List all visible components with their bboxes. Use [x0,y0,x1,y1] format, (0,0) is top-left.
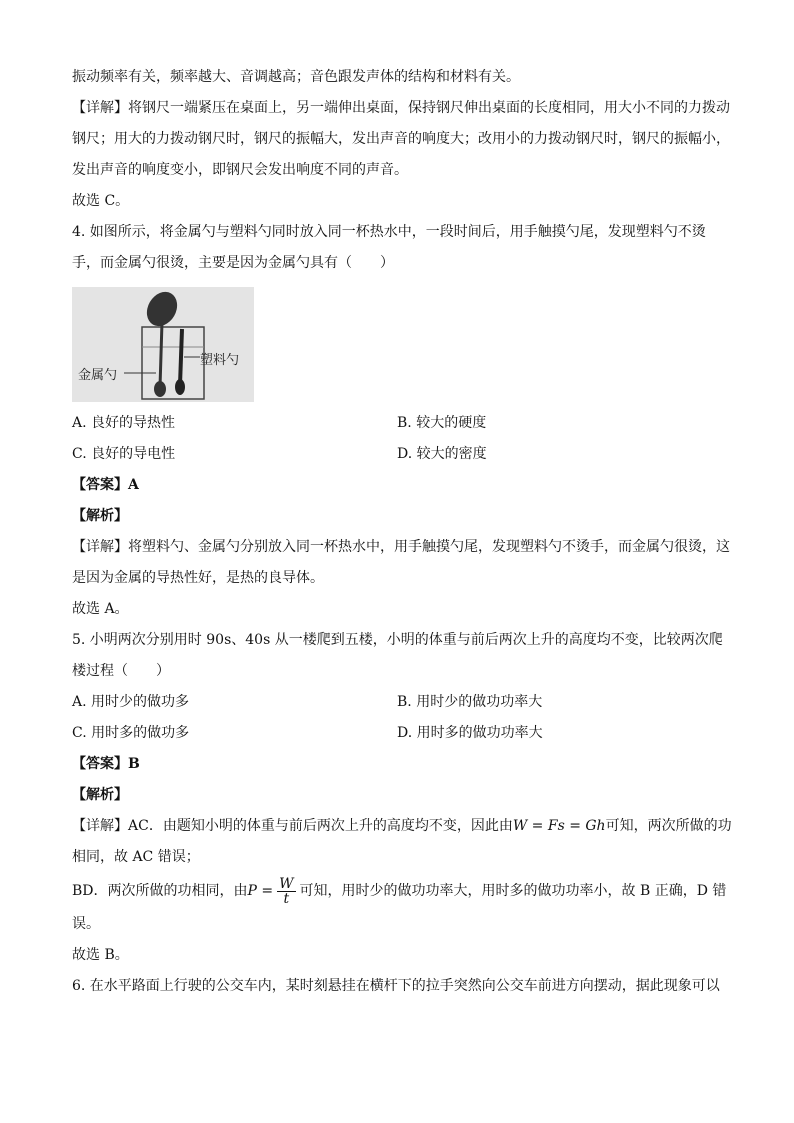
q5-analysis: 【解析】 [72,787,128,803]
q3-detail: 【详解】将钢尺一端紧压在桌面上，另一端伸出桌面，保持钢尺伸出桌面的长度相同，用大小不同的力拨动钢尺；用大的力拨动钢尺时，钢尺的振幅大，发出声音的响度大；改用小的力拨动钢尺时，钢尺的振幅小，发出声音的响度变小，即钢尺会发出响度不同的声音。 [72,100,730,178]
q5-detail-ac-pre: 【详解】AC．由题知小明的体重与前后两次上升的高度均不变，因此由 [72,818,513,834]
formula-work: W = Fs = Gh [512,818,606,834]
document-page [72,62,732,1002]
beaker-illustration [72,287,254,402]
q4-analysis: 【解析】 [72,508,128,524]
q4-option-b: B. 较大的硬度 [397,415,487,431]
q5-option-c: C. 用时多的做功多 [72,725,190,741]
q5-stem: 5. 小明两次分别用时 90s、40s 从一楼爬到五楼，小明的体重与前后两次上升的高度均不变，比较两次爬楼过程（ ） [72,632,723,679]
fraction-denominator: t [283,890,290,907]
formula-power-lhs: P = [247,883,274,899]
q6-stem: 6. 在水平路面上行驶的公交车内，某时刻悬挂在横杆下的拉手突然向公交车前进方向摆动，据此现象可以 [72,978,720,994]
q3-choose: 故选 C。 [72,193,130,209]
q5-option-b: B. 用时少的做功功率大 [397,694,543,710]
q5-choose: 故选 B。 [72,947,129,963]
q4-options-row1 [72,408,732,439]
q5-options-row2 [72,718,732,749]
q4-options-row2 [72,439,732,470]
label-plastic-spoon: 塑料勺 [200,353,240,368]
q4-stem: 4. 如图所示，将金属勺与塑料勺同时放入同一杯热水中，一段时间后，用手触摸勺尾，发现塑料勺不烫手，而金属勺很烫，主要是因为金属勺具有（ ） [72,224,706,271]
q5-detail-bd-pre: BD．两次所做的功相同，由 [72,883,248,899]
q4-detail: 【详解】将塑料勺、金属勺分别放入同一杯热水中，用手触摸勺尾，发现塑料勺不烫手，而金属勺很烫，这是因为金属的导热性好，是热的良导体。 [72,539,730,586]
q5-option-a: A. 用时少的做功多 [72,694,190,710]
q4-answer: 【答案】A [72,477,139,493]
intro-line: 振动频率有关，频率越大、音调越高；音色跟发声体的结构和材料有关。 [72,69,520,85]
q5-option-d: D. 用时多的做功功率大 [397,725,543,741]
formula-power-fraction [277,877,295,906]
q4-figure-spoons [72,287,254,402]
q5-detail-ac-post: 可知，两次所做的功 [605,818,732,834]
q4-option-d: D. 较大的密度 [397,446,487,462]
q5-detail-bd-post: 可知，用时少的做功功率大，用时多的做功功率小，故 B 正确，D 错 [299,883,727,899]
fraction-numerator: W [279,875,294,892]
q5-detail-ac [72,811,732,842]
q4-option-c: C. 良好的导电性 [72,446,176,462]
q5-answer: 【答案】B [72,756,140,772]
q4-option-a: A. 良好的导热性 [72,415,176,431]
label-metal-spoon: 金属勺 [78,368,118,383]
q5-detail-bd [72,873,732,909]
q4-choose: 故选 A。 [72,601,129,617]
q5-options-row1 [72,687,732,718]
q5-detail-bd-line2: 误。 [72,916,100,932]
q5-detail-ac-line2: 相同，故 AC 错误； [72,849,200,865]
